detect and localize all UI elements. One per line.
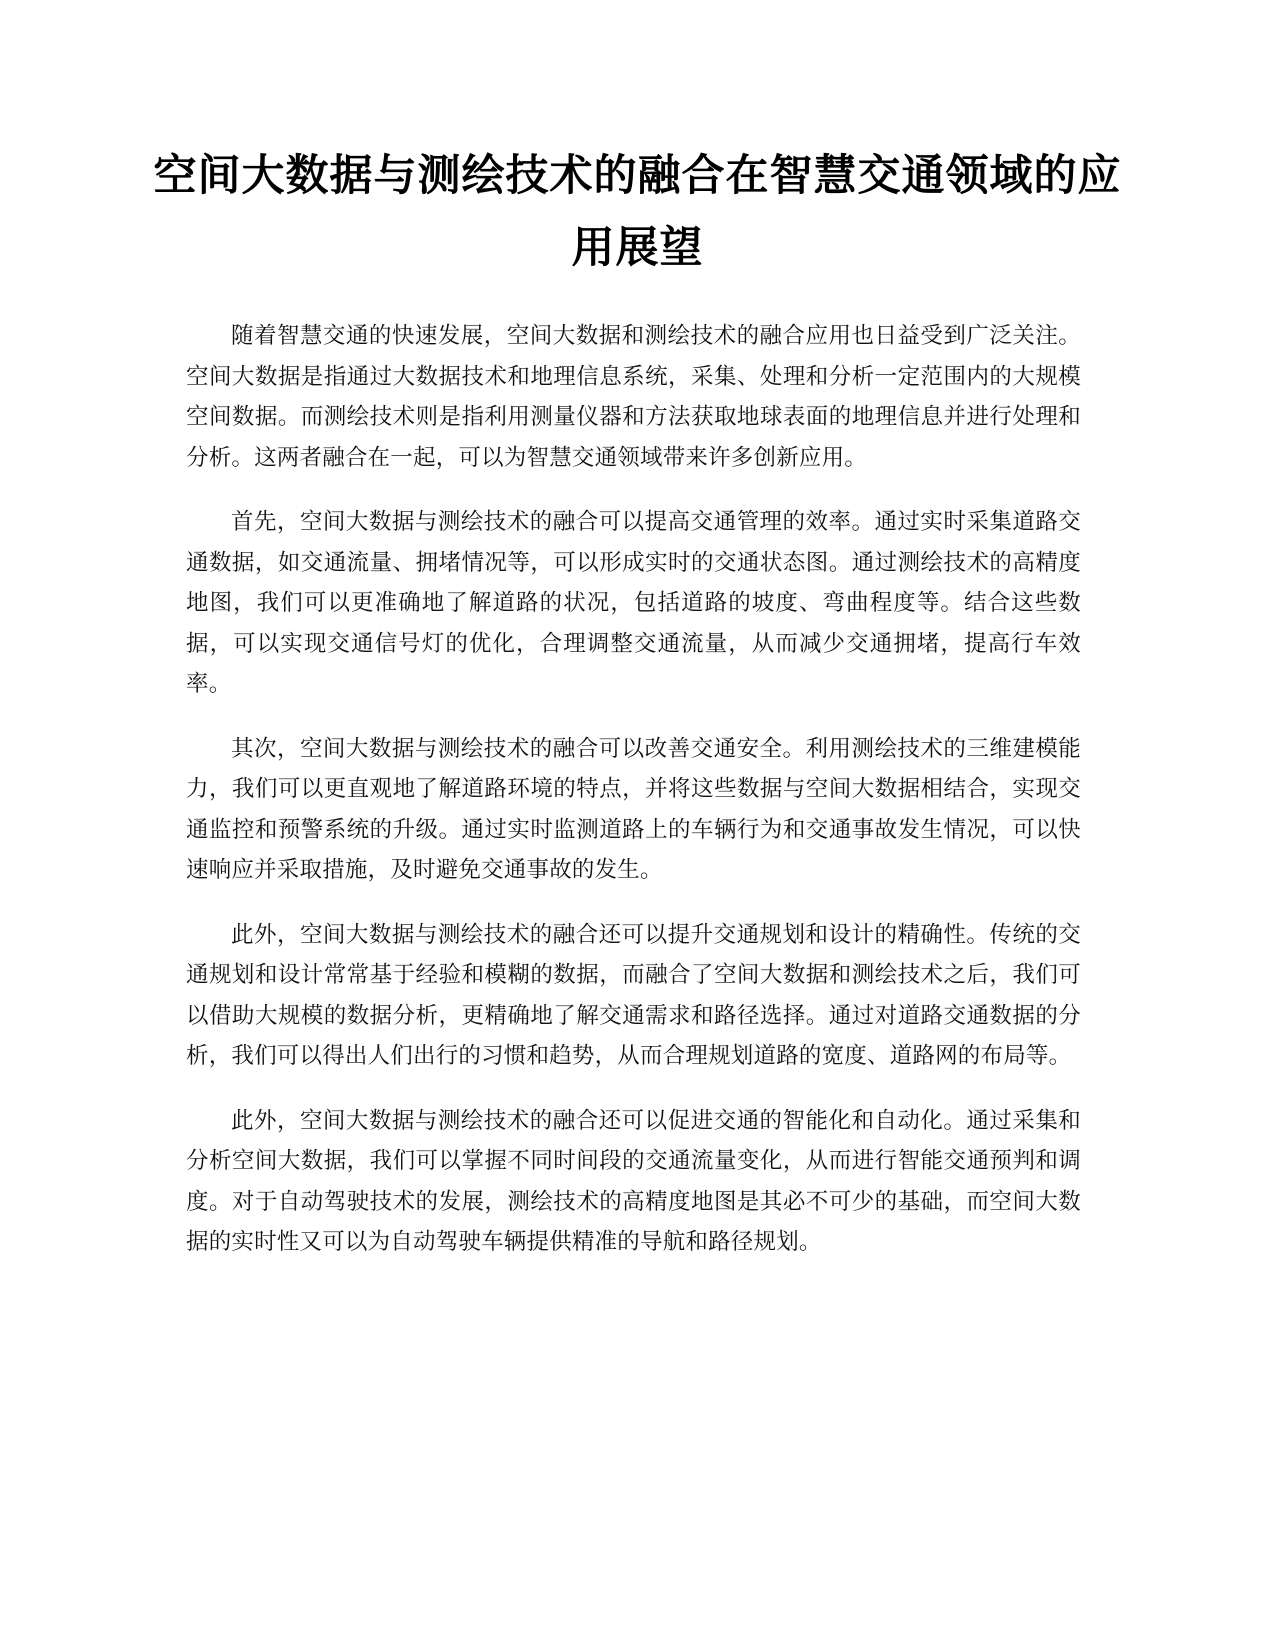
- paragraph-4: 此外，空间大数据与测绘技术的融合还可以提升交通规划和设计的精确性。传统的交通规划和设计常常基于经验和模糊的数据，而融合了空间大数据和测绘技术之后，我们可以借助大规模的数据分析，更精确地了解交通需求和路径选择。通过对道路交通数据的分析，我们可以得出人们出行的习惯和趋势，从而合理规划道路的宽度、道路网的布局等。: [186, 921, 1081, 1069]
- paragraph-1: 随着智慧交通的快速发展，空间大数据和测绘技术的融合应用也日益受到广泛关注。空间大数据是指通过大数据技术和地理信息系统，采集、处理和分析一定范围内的大规模空间数据。而测绘技术则是指利用测量仪器和方法获取地球表面的地理信息并进行处理和分析。这两者融合在一起，可以为智慧交通领域带来许多创新应用。: [186, 323, 1081, 471]
- paragraph-3: 其次，空间大数据与测绘技术的融合可以改善交通安全。利用测绘技术的三维建模能力，我们可以更直观地了解道路环境的特点，并将这些数据与空间大数据相结合，实现交通监控和预警系统的升级。通过实时监测道路上的车辆行为和交通事故发生情况，可以快速响应并采取措施，及时避免交通事故的发生。: [186, 735, 1081, 883]
- paragraph-5: 此外，空间大数据与测绘技术的融合还可以促进交通的智能化和自动化。通过采集和分析空间大数据，我们可以掌握不同时间段的交通流量变化，从而进行智能交通预判和调度。对于自动驾驶技术的发展，测绘技术的高精度地图是其必不可少的基础，而空间大数据的实时性又可以为自动驾驶车辆提供精准的导航和路径规划。: [186, 1107, 1081, 1255]
- paragraph-2: 首先，空间大数据与测绘技术的融合可以提高交通管理的效率。通过实时采集道路交通数据，如交通流量、拥堵情况等，可以形成实时的交通状态图。通过测绘技术的高精度地图，我们可以更准确地了解道路的状况，包括道路的坡度、弯曲程度等。结合这些数据，可以实现交通信号灯的优化，合理调整交通流量，从而减少交通拥堵，提高行车效率。: [186, 509, 1081, 697]
- document-title: 空间大数据与测绘技术的融合在智慧交通领域的应用展望: [153, 151, 1122, 273]
- document-body: [186, 316, 1081, 1287]
